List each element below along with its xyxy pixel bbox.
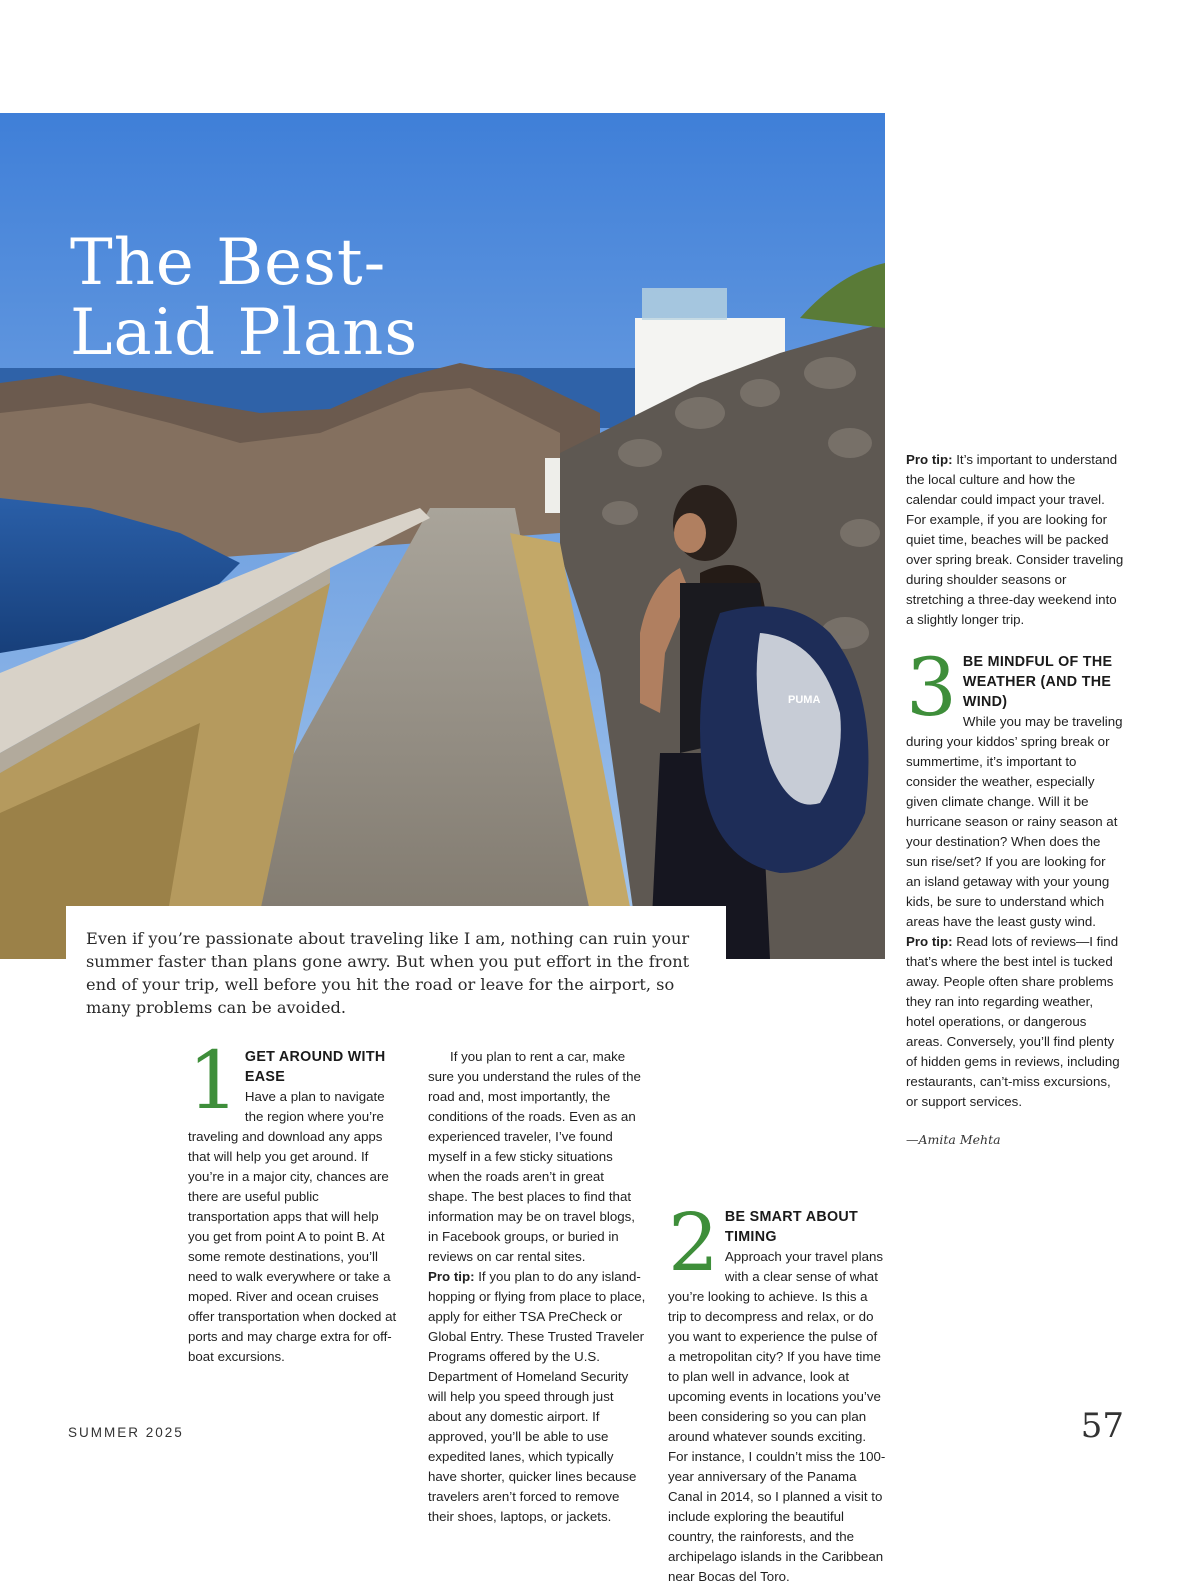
section-2-pro-tip	[906, 450, 1124, 630]
section-1-pro-tip	[428, 1267, 646, 1527]
section-1-title: GET AROUND WITH EASE	[244, 1049, 386, 1085]
pro-tip-label: Pro tip:	[428, 1269, 475, 1284]
section-1-header	[188, 1034, 403, 1127]
pro-tip-text: It’s important to understand the local culture and how the calendar could impact your travel. For example, if you are looking for quiet time, beaches will be packed over spring break. Consider traveling during shoulder seasons or stretching a three-day weekend into a slightly longer trip.	[906, 452, 1124, 627]
section-2-number: 2	[668, 1196, 719, 1289]
title-line-1: The Best-	[70, 226, 387, 300]
page-number: 57	[1080, 1406, 1124, 1446]
section-2-paragraph-1: Approach your travel plans with a clear sense of what you’re looking to achieve. Is this a trip to decompress and relax, or do you want to experience the pulse of a metropolitan city? If you have time to plan well in advance, look at upcoming events in locations you’ve been considering so you can plan around whatever sounds exciting. For instance, I couldn’t miss the 100-year anniversary of the Panama Canal in 2014, so I planned a visit to include exploring the beautiful country, the rainforests, and the archipelago islands in the Caribbean near Bocas del Toro.	[668, 1249, 886, 1584]
section-2-title: BE SMART ABOUT TIMING	[724, 1209, 859, 1245]
article-column-1	[188, 1034, 403, 1367]
intro-paragraph: Even if you’re passionate about traveling like I am, nothing can ruin your summer faster than plans gone awry. But when you put effort in the front end of your trip, well before you hit the road or leave for the airport, so many problems can be avoided.	[86, 929, 690, 1017]
pro-tip-label: Pro tip:	[906, 452, 953, 467]
section-3-header	[906, 641, 1124, 734]
article-column-2	[428, 1047, 646, 1524]
article-column-3	[668, 1047, 886, 1584]
section-3-number: 3	[906, 641, 957, 734]
section-3-title: BE MINDFUL OF THE WEATHER (AND THE WIND)	[962, 654, 1113, 710]
section-1-paragraph-1: Have a plan to navigate the region where you’re traveling and download any apps that will help you get around. If you’re in a major city, chances are there are useful public transportation apps that will help you get from point A to point B. At some remote destinations, you’ll need to walk everywhere or take a moped. River and ocean cruises offer transportation when docked at ports and may charge extra for off-boat excursions.	[188, 1089, 397, 1364]
section-1-number: 1	[188, 1034, 239, 1127]
title-line-2: Laid Plans	[70, 296, 419, 370]
author-signature: —Amita Mehta	[906, 1132, 1001, 1147]
pro-tip-label: Pro tip:	[906, 934, 953, 949]
section-1-paragraph-2: If you plan to rent a car, make sure you understand the rules of the road and, most importantly, the conditions of the roads. Even as an experienced traveler, I’ve found myself in a few sticky situations when the roads aren’t in great shape. The best places to find that information may be on travel blogs, in Facebook groups, or buried in reviews on car rental sites.	[428, 1049, 641, 1264]
pro-tip-text: Read lots of reviews—I find that’s where the best intel is tucked away. People often share problems they ran into regarding weather, hotel operations, or dangerous areas. Conversely, you’ll find plenty of hidden gems in reviews, including restaurants, can’t-miss excursions, or support services.	[906, 934, 1120, 1109]
article-column-4	[906, 450, 1124, 1150]
page-title	[70, 228, 418, 368]
issue-label: SUMMER 2025	[68, 1425, 184, 1440]
section-2-header	[668, 1196, 886, 1289]
section-3-pro-tip	[906, 932, 1124, 1112]
pro-tip-text: If you plan to do any island-hopping or flying from place to place, apply for either TSA PreCheck or Global Entry. These Trusted Traveler Programs offered by the U.S. Department of Homeland Security will help you speed through just about any domestic airport. If approved, you’ll be able to use expedited lanes, which typically have shorter, quicker lines because travelers aren’t forced to remove their shoes, laptops, or jackets.	[428, 1269, 646, 1524]
backpack-logo: PUMA	[788, 694, 821, 706]
section-3-paragraph-1: While you may be traveling during your kiddos’ spring break or summertime, it’s important to consider the weather, especially given climate change. Will it be hurricane season or rainy season at your destination? When does the sun rise/set? If you are looking for an island getaway with your young kids, be sure to understand which areas have the least gusty wind.	[906, 714, 1123, 929]
